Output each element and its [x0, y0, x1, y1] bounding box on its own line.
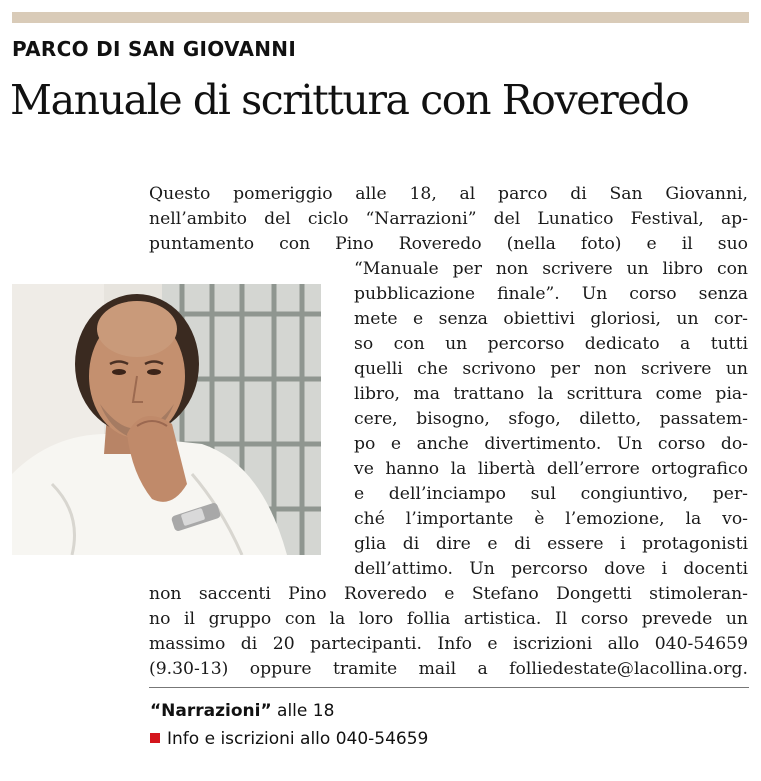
article-body-line: (9.30-13) oppure tramite mail a folliedestate@lacollina.org.	[149, 659, 748, 679]
article-body-line: pubblicazione finale”. Un corso senza	[354, 284, 748, 304]
article-body-line: “Manuale per non scrivere un libro con	[354, 259, 748, 279]
article-body-line: po e anche divertimento. Un corso do-	[354, 434, 748, 454]
article-body-line: so con un percorso dedicato a tutti	[354, 334, 748, 354]
article-body-line: Questo pomeriggio alle 18, al parco di San Giovanni,	[149, 184, 748, 204]
article-photo	[12, 284, 321, 555]
article-body-line: glia di dire e di essere i protagonisti	[354, 534, 748, 554]
info-event-line	[150, 701, 334, 721]
article-body-line: quelli che scrivono per non scrivere un	[354, 359, 748, 379]
article-body-line: puntamento con Pino Roveredo (nella foto) e il suo	[149, 234, 748, 254]
article-body-line: ve hanno la libertà dell’errore ortografico	[354, 459, 748, 479]
article-body-line: e dell’inciampo sul congiuntivo, per-	[354, 484, 748, 504]
article-body-line: mete e senza obiettivi gloriosi, un cor-	[354, 309, 748, 329]
info-contact: Info e iscrizioni allo 040-54659	[167, 729, 429, 749]
article-body-line: cere, bisogno, sfogo, diletto, passatem-	[354, 409, 748, 429]
info-event-time: alle 18	[277, 701, 335, 721]
article-body-line: dell’attimo. Un percorso dove i docenti	[354, 559, 748, 579]
info-contact-line	[150, 729, 428, 749]
red-square-bullet-icon	[150, 733, 160, 743]
top-decorative-bar	[12, 12, 749, 23]
section-kicker: PARCO DI SAN GIOVANNI	[12, 37, 297, 61]
article-body-line: non saccenti Pino Roveredo e Stefano Dongetti stimoleran-	[149, 584, 748, 604]
article-body-line: nell’ambito del ciclo “Narrazioni” del Lunatico Festival, ap-	[149, 209, 748, 229]
article-body-line: massimo di 20 partecipanti. Info e iscrizioni allo 040-54659	[149, 634, 748, 654]
info-divider	[149, 687, 749, 688]
article-body-line: no il gruppo con la loro follia artistica. Il corso prevede un	[149, 609, 748, 629]
info-event-name: “Narrazioni”	[150, 701, 272, 721]
article-headline: Manuale di scrittura con Roveredo	[10, 76, 689, 124]
article-body-line: libro, ma trattano la scrittura come pia-	[354, 384, 748, 404]
article-body-line: ché l’importante è l’emozione, la vo-	[354, 509, 748, 529]
